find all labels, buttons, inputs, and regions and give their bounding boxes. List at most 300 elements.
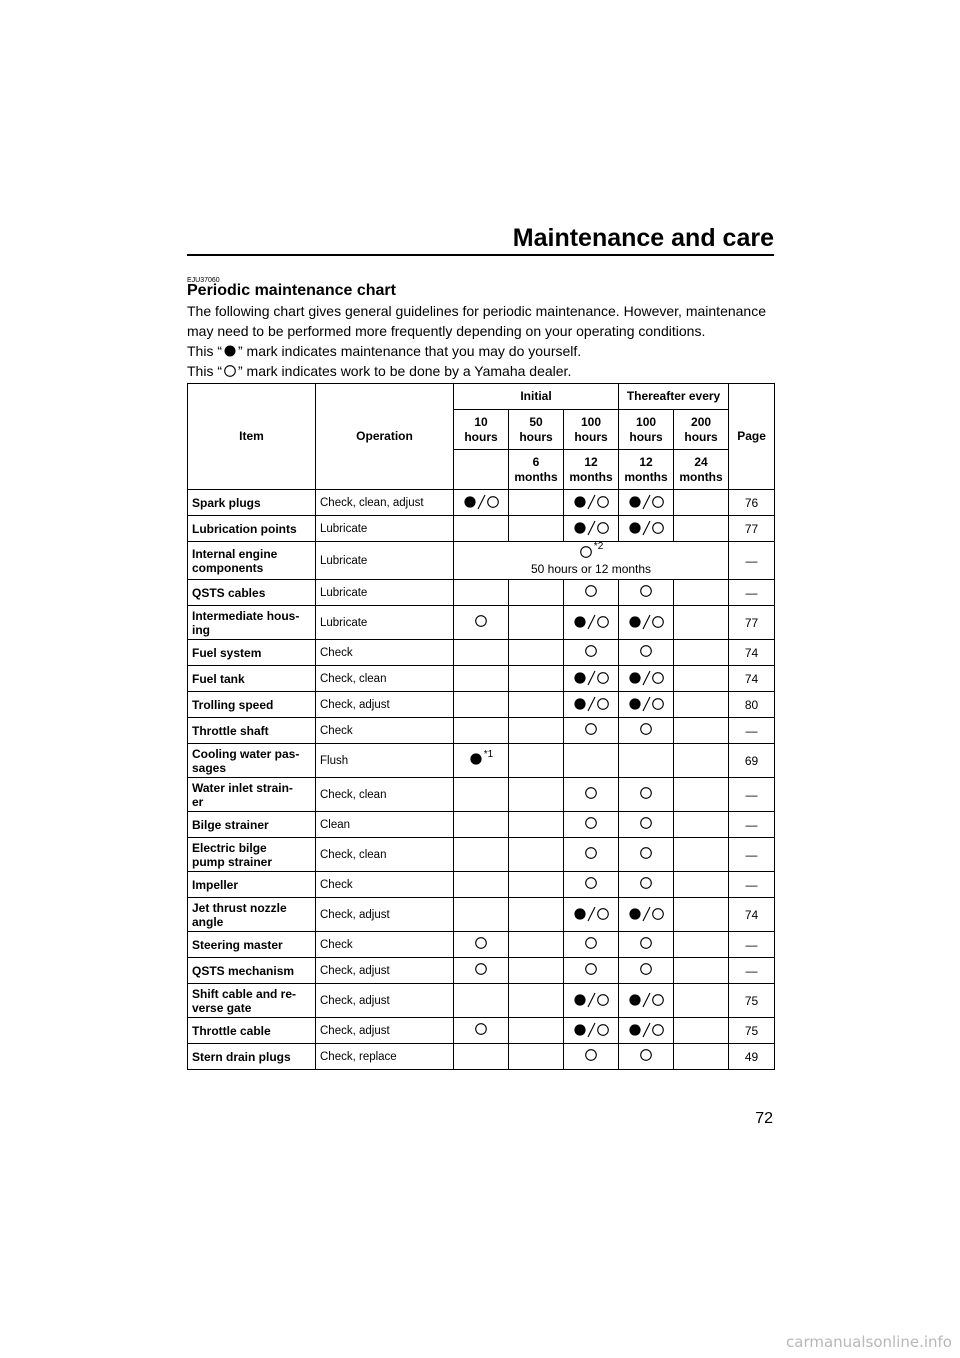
item-name: Bilge strainer xyxy=(188,812,316,838)
filled-slash-open-circle-icon xyxy=(628,696,665,712)
slash-icon xyxy=(587,906,596,922)
interval-cell xyxy=(674,812,729,838)
table-row xyxy=(188,744,775,778)
watermark: carmanualsonline.info xyxy=(786,1333,952,1351)
interval-cell xyxy=(564,692,619,718)
mark-open-circle-icon xyxy=(639,722,653,736)
interval-cell xyxy=(454,606,509,640)
open-circle-icon xyxy=(584,962,598,976)
filled-circle-icon xyxy=(573,907,587,921)
slash-icon xyxy=(642,670,651,686)
table-row xyxy=(188,640,775,666)
filled-circle-icon xyxy=(463,495,477,509)
interval-cell xyxy=(619,580,674,606)
mark-open-circle-icon xyxy=(584,1048,598,1062)
slash-icon xyxy=(642,906,651,922)
operation: Flush xyxy=(316,744,454,778)
page-ref: 49 xyxy=(729,1044,775,1070)
header-page: Page xyxy=(729,384,775,490)
header-interval-months: 24 months xyxy=(674,450,729,490)
interval-cell xyxy=(564,606,619,640)
slash-icon xyxy=(642,1022,651,1038)
open-circle-icon xyxy=(651,1023,665,1037)
page-ref: — xyxy=(729,812,775,838)
slash-icon xyxy=(587,670,596,686)
slash-icon xyxy=(642,614,651,630)
interval-cell xyxy=(564,640,619,666)
filled-circle-icon xyxy=(573,521,587,535)
filled-circle-icon xyxy=(628,615,642,629)
interval-cell xyxy=(509,984,564,1018)
filled-slash-open-circle-icon xyxy=(628,520,665,536)
interval-cell xyxy=(619,984,674,1018)
header-interval-hours: 100 hours xyxy=(564,410,619,450)
filled-slash-open-circle-icon xyxy=(628,1022,665,1038)
open-circle-icon xyxy=(584,1048,598,1062)
mark-open-circle-icon xyxy=(639,644,653,658)
mark-open-circle-icon xyxy=(474,614,488,628)
interval-cell xyxy=(619,490,674,516)
legend-open-suffix: ” mark indicates work to be done by a Yamaha dealer. xyxy=(238,363,572,379)
table-row xyxy=(188,606,775,640)
interval-cell xyxy=(619,932,674,958)
item-name: QSTS mechanism xyxy=(188,958,316,984)
header-interval-hours: 200 hours xyxy=(674,410,729,450)
open-circle-icon xyxy=(639,876,653,890)
interval-cell xyxy=(564,1044,619,1070)
page-ref: 74 xyxy=(729,640,775,666)
open-circle-icon xyxy=(474,1022,488,1036)
open-circle-icon xyxy=(596,615,610,629)
table-row xyxy=(188,692,775,718)
open-circle-icon xyxy=(639,962,653,976)
open-circle-icon xyxy=(474,936,488,950)
page-ref: 75 xyxy=(729,984,775,1018)
header-interval-months: 6 months xyxy=(509,450,564,490)
open-circle-icon xyxy=(639,846,653,860)
item-name: Fuel tank xyxy=(188,666,316,692)
page-ref: — xyxy=(729,838,775,872)
operation: Check, adjust xyxy=(316,1018,454,1044)
header-interval-hours: 50 hours xyxy=(509,410,564,450)
interval-cell xyxy=(509,692,564,718)
filled-circle-icon xyxy=(573,1023,587,1037)
legend-open-prefix: This “ xyxy=(187,363,222,379)
interval-cell xyxy=(454,666,509,692)
interval-cell xyxy=(619,744,674,778)
interval-cell xyxy=(619,872,674,898)
item-name: Throttle shaft xyxy=(188,718,316,744)
chapter-title: Maintenance and care xyxy=(512,224,774,252)
interval-cell xyxy=(674,872,729,898)
footnote-ref: *1 xyxy=(483,748,494,760)
slash-icon xyxy=(642,696,651,712)
operation: Check, adjust xyxy=(316,898,454,932)
header-thereafter: Thereafter every xyxy=(619,384,729,410)
slash-icon xyxy=(587,696,596,712)
mark-open-circle-icon xyxy=(474,962,488,976)
open-circle-icon xyxy=(584,846,598,860)
interval-cell xyxy=(509,812,564,838)
mark-open-circle-icon xyxy=(639,584,653,598)
interval-cell xyxy=(619,516,674,542)
interval-cell xyxy=(564,812,619,838)
page-ref: 75 xyxy=(729,1018,775,1044)
interval-cell xyxy=(674,958,729,984)
interval-cell xyxy=(454,932,509,958)
interval-cell xyxy=(564,932,619,958)
filled-circle-icon xyxy=(628,697,642,711)
page-ref: — xyxy=(729,542,775,580)
interval-cell xyxy=(564,744,619,778)
interval-cell xyxy=(509,718,564,744)
slash-icon xyxy=(587,494,596,510)
interval-cell xyxy=(674,640,729,666)
open-circle-icon xyxy=(584,644,598,658)
page-number: 72 xyxy=(755,1110,773,1127)
slash-icon xyxy=(642,992,651,1008)
interval-cell xyxy=(619,1018,674,1044)
interval-cell xyxy=(509,898,564,932)
filled-slash-open-circle-icon xyxy=(628,614,665,630)
footnote-ref: *2 xyxy=(593,541,604,552)
open-circle-icon xyxy=(651,521,665,535)
operation: Check, clean xyxy=(316,666,454,692)
page-ref: 80 xyxy=(729,692,775,718)
table-row xyxy=(188,666,775,692)
table-row xyxy=(188,958,775,984)
interval-cell xyxy=(509,490,564,516)
interval-cell xyxy=(454,744,509,778)
open-circle-icon xyxy=(651,495,665,509)
open-circle-icon xyxy=(486,495,500,509)
item-name: Stern drain plugs xyxy=(188,1044,316,1070)
operation: Lubricate xyxy=(316,580,454,606)
operation: Lubricate xyxy=(316,516,454,542)
mark-open-circle-icon xyxy=(474,936,488,950)
interval-cell xyxy=(454,872,509,898)
legend-filled-prefix: This “ xyxy=(187,343,222,359)
open-circle-icon xyxy=(596,1023,610,1037)
interval-cell xyxy=(564,516,619,542)
page-ref: — xyxy=(729,958,775,984)
filled-slash-open-circle-icon xyxy=(573,906,610,922)
interval-cell xyxy=(564,1018,619,1044)
interval-cell xyxy=(454,898,509,932)
filled-circle-icon xyxy=(573,495,587,509)
legend-filled xyxy=(187,341,777,361)
operation: Check, adjust xyxy=(316,984,454,1018)
interval-cell xyxy=(619,898,674,932)
open-circle-icon xyxy=(651,697,665,711)
table-row xyxy=(188,516,775,542)
item-name: Cooling water pas- sages xyxy=(188,744,316,778)
open-circle-icon xyxy=(579,545,593,559)
interval-cell xyxy=(674,984,729,1018)
interval-cell xyxy=(454,640,509,666)
item-name: Intermediate hous- ing xyxy=(188,606,316,640)
interval-cell xyxy=(509,640,564,666)
page-ref: — xyxy=(729,932,775,958)
filled-circle-icon xyxy=(223,344,237,358)
filled-circle-icon xyxy=(628,993,642,1007)
operation: Clean xyxy=(316,812,454,838)
interval-cell xyxy=(619,718,674,744)
mark-open-circle-icon xyxy=(584,962,598,976)
interval-cell xyxy=(564,898,619,932)
item-name: Spark plugs xyxy=(188,490,316,516)
page-ref: 69 xyxy=(729,744,775,778)
mark-open-circle-icon xyxy=(639,936,653,950)
open-circle-icon xyxy=(651,907,665,921)
item-name: Lubrication points xyxy=(188,516,316,542)
interval-cell xyxy=(509,580,564,606)
operation: Check, replace xyxy=(316,1044,454,1070)
interval-cell xyxy=(454,1018,509,1044)
mark-open-circle-icon xyxy=(584,644,598,658)
mark-open-circle-icon xyxy=(584,786,598,800)
open-circle-icon xyxy=(596,697,610,711)
table-row xyxy=(188,580,775,606)
open-circle-icon xyxy=(584,722,598,736)
interval-cell xyxy=(454,580,509,606)
item-name: Throttle cable xyxy=(188,1018,316,1044)
table-row xyxy=(188,984,775,1018)
open-circle-icon xyxy=(651,993,665,1007)
interval-cell xyxy=(509,872,564,898)
table-row xyxy=(188,838,775,872)
table-row xyxy=(188,778,775,812)
table-row xyxy=(188,898,775,932)
interval-cell xyxy=(674,580,729,606)
mark-open-circle-icon xyxy=(639,1048,653,1062)
interval-cell xyxy=(454,778,509,812)
interval-cell xyxy=(509,932,564,958)
filled-circle-icon xyxy=(628,1023,642,1037)
open-circle-icon xyxy=(596,993,610,1007)
interval-cell xyxy=(454,1044,509,1070)
interval-cell xyxy=(674,778,729,812)
interval-cell xyxy=(674,516,729,542)
mark-open-circle-icon xyxy=(584,722,598,736)
operation: Check xyxy=(316,718,454,744)
filled-slash-open-circle-icon xyxy=(628,670,665,686)
table-row xyxy=(188,718,775,744)
mark-open-circle-icon xyxy=(584,936,598,950)
interval-cell xyxy=(564,958,619,984)
interval-cell xyxy=(619,606,674,640)
open-circle-icon xyxy=(596,907,610,921)
interval-cell xyxy=(564,838,619,872)
interval-cell xyxy=(509,606,564,640)
interval-cell xyxy=(674,838,729,872)
filled-circle-icon xyxy=(628,495,642,509)
page-ref: 74 xyxy=(729,898,775,932)
mark-open-circle-icon xyxy=(639,786,653,800)
chart-header xyxy=(188,384,775,490)
filled-slash-open-circle-icon xyxy=(573,494,610,510)
item-name: Fuel system xyxy=(188,640,316,666)
slash-icon xyxy=(587,1022,596,1038)
open-circle-icon xyxy=(639,722,653,736)
mark-open-circle-icon xyxy=(584,816,598,830)
interval-cell xyxy=(619,666,674,692)
filled-slash-open-circle-icon xyxy=(463,494,500,510)
interval-cell xyxy=(509,744,564,778)
mark-open-circle-icon xyxy=(639,816,653,830)
table-row xyxy=(188,932,775,958)
table-row xyxy=(188,1018,775,1044)
open-circle-icon xyxy=(584,876,598,890)
interval-cell xyxy=(674,718,729,744)
merged-interval-cell xyxy=(454,542,729,580)
interval-cell xyxy=(619,812,674,838)
item-name: Steering master xyxy=(188,932,316,958)
operation: Check, adjust xyxy=(316,692,454,718)
maintenance-chart xyxy=(187,383,775,1070)
header-interval-months: 12 months xyxy=(619,450,674,490)
page-ref: 76 xyxy=(729,490,775,516)
interval-cell xyxy=(619,640,674,666)
open-circle-icon xyxy=(223,364,237,378)
slash-icon xyxy=(477,494,486,510)
header-interval-months: 12 months xyxy=(564,450,619,490)
open-circle-icon xyxy=(639,936,653,950)
filled-slash-open-circle-icon xyxy=(573,696,610,712)
page-ref: — xyxy=(729,872,775,898)
item-name: Electric bilge pump strainer xyxy=(188,838,316,872)
open-circle-icon xyxy=(639,584,653,598)
mark-open-circle-icon xyxy=(584,876,598,890)
open-circle-icon xyxy=(584,816,598,830)
operation: Lubricate xyxy=(316,542,454,580)
open-circle-icon xyxy=(639,786,653,800)
open-circle-icon xyxy=(651,615,665,629)
chart-body xyxy=(188,490,775,1070)
interval-cell xyxy=(454,692,509,718)
intro-text xyxy=(187,301,777,381)
operation: Check, clean, adjust xyxy=(316,490,454,516)
header-interval-hours: 10 hours xyxy=(454,410,509,450)
interval-cell xyxy=(454,516,509,542)
open-circle-icon xyxy=(639,1048,653,1062)
open-circle-icon xyxy=(584,786,598,800)
page-ref: — xyxy=(729,718,775,744)
interval-cell xyxy=(619,838,674,872)
filled-circle-icon xyxy=(469,752,483,766)
page-ref: — xyxy=(729,580,775,606)
filled-circle-icon xyxy=(573,993,587,1007)
item-name: Impeller xyxy=(188,872,316,898)
filled-slash-open-circle-icon xyxy=(573,1022,610,1038)
filled-slash-open-circle-icon xyxy=(573,992,610,1008)
mark-open-circle-icon xyxy=(639,962,653,976)
open-circle-icon xyxy=(596,495,610,509)
filled-circle-icon xyxy=(573,615,587,629)
open-circle-icon xyxy=(596,671,610,685)
slash-icon xyxy=(642,520,651,536)
filled-slash-open-circle-icon xyxy=(628,494,665,510)
interval-cell xyxy=(674,932,729,958)
interval-cell xyxy=(674,744,729,778)
slash-icon xyxy=(587,520,596,536)
interval-cell xyxy=(564,490,619,516)
interval-cell xyxy=(564,580,619,606)
table-row xyxy=(188,1044,775,1070)
mark-open-circle-icon xyxy=(584,584,598,598)
interval-cell xyxy=(454,984,509,1018)
operation: Check, clean xyxy=(316,778,454,812)
page-ref: 77 xyxy=(729,516,775,542)
interval-cell xyxy=(509,838,564,872)
operation: Check xyxy=(316,872,454,898)
interval-cell xyxy=(564,872,619,898)
interval-cell xyxy=(454,838,509,872)
document-code: EJU37060 xyxy=(187,277,220,284)
table-row xyxy=(188,542,775,580)
operation: Check, adjust xyxy=(316,958,454,984)
open-circle-icon xyxy=(474,614,488,628)
header-item: Item xyxy=(188,384,316,490)
mark-filled-circle-icon xyxy=(469,748,494,766)
slash-icon xyxy=(587,992,596,1008)
item-name: Jet thrust nozzle angle xyxy=(188,898,316,932)
operation: Check xyxy=(316,640,454,666)
interval-cell xyxy=(509,1018,564,1044)
slash-icon xyxy=(642,494,651,510)
filled-slash-open-circle-icon xyxy=(573,520,610,536)
open-circle-icon xyxy=(474,962,488,976)
interval-cell xyxy=(619,1044,674,1070)
interval-cell xyxy=(674,490,729,516)
item-name: Water inlet strain- er xyxy=(188,778,316,812)
header-interval-hours: 100 hours xyxy=(619,410,674,450)
interval-cell xyxy=(509,958,564,984)
interval-cell xyxy=(619,958,674,984)
interval-cell xyxy=(564,984,619,1018)
interval-cell xyxy=(454,812,509,838)
item-name: Shift cable and re- verse gate xyxy=(188,984,316,1018)
slash-icon xyxy=(587,614,596,630)
interval-cell xyxy=(674,606,729,640)
interval-cell xyxy=(619,692,674,718)
filled-circle-icon xyxy=(628,907,642,921)
interval-note: 50 hours or 12 months xyxy=(530,562,652,576)
filled-slash-open-circle-icon xyxy=(628,906,665,922)
interval-cell xyxy=(674,1044,729,1070)
open-circle-icon xyxy=(584,584,598,598)
mark-open-circle-icon xyxy=(474,1022,488,1036)
page-ref: 74 xyxy=(729,666,775,692)
table-row xyxy=(188,872,775,898)
legend-open xyxy=(187,361,777,381)
header-operation: Operation xyxy=(316,384,454,490)
filled-circle-icon xyxy=(628,521,642,535)
legend-filled-suffix: ” mark indicates maintenance that you may do yourself. xyxy=(238,343,582,359)
open-circle-icon xyxy=(651,671,665,685)
filled-slash-open-circle-icon xyxy=(573,670,610,686)
item-name: Internal engine components xyxy=(188,542,316,580)
header-initial: Initial xyxy=(454,384,619,410)
intro-paragraph: The following chart gives general guidelines for periodic maintenance. However, maintenance may need to be performed more frequently depending on your operating conditions. xyxy=(187,303,766,339)
interval-cell xyxy=(509,778,564,812)
section-title: Periodic maintenance chart xyxy=(187,282,396,299)
interval-cell xyxy=(564,718,619,744)
header-interval-months xyxy=(454,450,509,490)
mark-open-circle-icon xyxy=(579,541,604,559)
interval-cell xyxy=(619,778,674,812)
interval-cell xyxy=(674,1018,729,1044)
